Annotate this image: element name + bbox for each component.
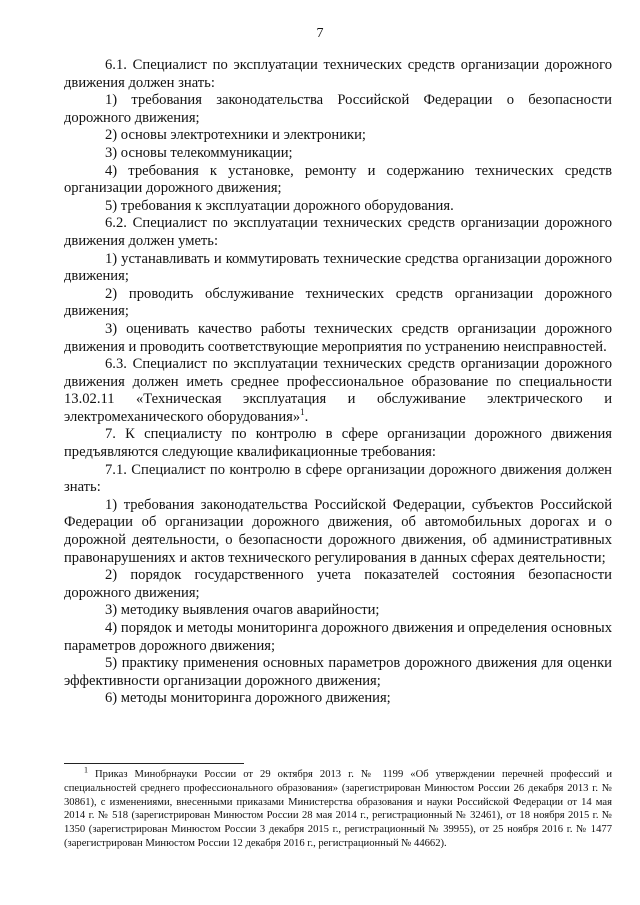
paragraph-text: 6.3. Специалист по эксплуатации технических средств организации дорожного движения должен иметь среднее профессиональное образование по специальности 13.02.11 «Техническая эксплуатация и обслуживание электрического и электромеханического оборудования»	[64, 356, 612, 425]
list-item: 4) требования к установке, ремонту и содержанию технических средств организации дорожного движения;	[64, 162, 612, 197]
footnote-reference[interactable]: 1	[300, 407, 305, 418]
paragraph-end: .	[304, 408, 309, 425]
footnote	[64, 765, 612, 851]
list-item: 6) методы мониторинга дорожного движения;	[105, 690, 391, 707]
paragraph: 6.2. Специалист по эксплуатации технических средств организации дорожного движения должен уметь:	[64, 215, 612, 249]
list-item: 3) основы телекоммуникации;	[105, 144, 293, 161]
document-body	[64, 57, 612, 708]
paragraph-with-footnote	[64, 356, 612, 426]
footnote-divider	[64, 763, 244, 764]
paragraph: 7. К специалисту по контролю в сфере организации дорожного движения предъявляются следующие квалификационные требования:	[64, 426, 612, 461]
paragraph: 6.1. Специалист по эксплуатации технических средств организации дорожного движения должен знать:	[64, 57, 612, 91]
list-item: 1) устанавливать и коммутировать технические средства организации дорожного движения;	[64, 250, 612, 285]
paragraph: 7.1. Специалист по контролю в сфере организации дорожного движения должен знать:	[64, 461, 612, 496]
list-item: 4) порядок и методы мониторинга дорожного движения и определения основных параметров дорожного движения;	[64, 620, 612, 654]
footnote-text: Приказ Минобрнауки России от 29 октября 2013 г. № 1199 «Об утверждении перечней профессий и специальностей среднего профессионального образования» (зарегистрирован Минюстом России 26 декабря 2013 г. № 30861), с изменениями, внесенными приказами Министерства образования и науки Российской Федерации от 14 мая 2014 г. № 518 (зарегистрирован Минюстом России 28 мая 2014 г., регистрационный № 32461), от 18 ноября 2015 г. № 1350 (зарегистрирован Минюстом России 3 декабря 2015 г., регистрационный № 39955), от 25 ноября 2016 г. № 1477 (зарегистрирован Минюстом России 12 декабря 2016 г., регистрационный № 44662).	[64, 769, 612, 849]
list-item: 5) требования к эксплуатации дорожного оборудования.	[105, 197, 454, 214]
list-item: 2) основы электротехники и электроники;	[105, 127, 366, 144]
list-item: 2) проводить обслуживание технических средств организации дорожного движения;	[64, 285, 612, 320]
list-item: 3) методику выявления очагов аварийности;	[105, 602, 380, 619]
list-item: 5) практику применения основных параметров дорожного движения для оценки эффективности организации дорожного движения;	[64, 655, 612, 689]
list-item: 1) требования законодательства Российской Федерации о безопасности дорожного движения;	[64, 92, 612, 126]
footnote-marker: 1	[84, 765, 88, 775]
list-item: 2) порядок государственного учета показателей состояния безопасности дорожного движения;	[64, 567, 612, 601]
page-number: 7	[316, 26, 324, 41]
list-item: 3) оценивать качество работы технических средств организации дорожного движения и проводить соответствующие мероприятия по устранению неисправностей.	[64, 320, 612, 355]
list-item: 1) требования законодательства Российской Федерации, субъектов Российской Федерации об организации дорожного движения, об автомобильных дорогах и о дорожной деятельности, о безопасности дорожного движения, об административных правонарушениях и актов технического регулирования в данных сферах деятельности;	[64, 496, 612, 566]
